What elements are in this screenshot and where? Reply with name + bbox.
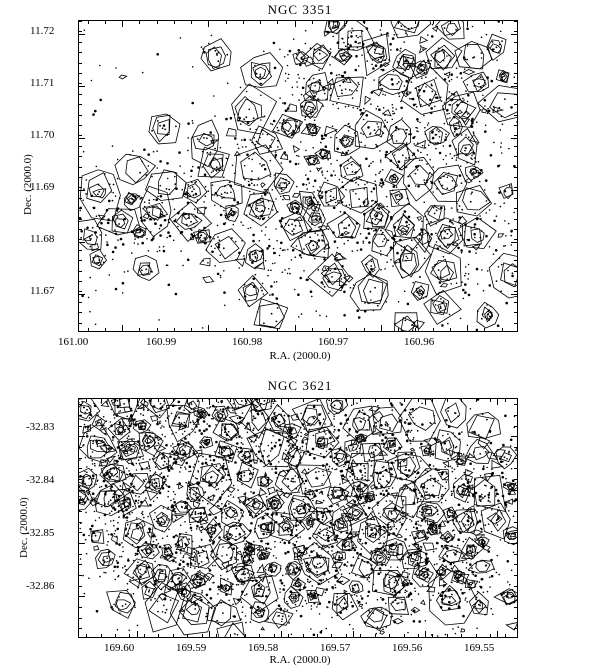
xtick-label: 169.59 xyxy=(176,642,206,654)
x-axis-label-ngc3621: R.A. (2000.0) xyxy=(0,654,600,666)
x-tick-minor xyxy=(245,399,246,402)
x-tick-minor xyxy=(101,634,102,637)
y-tick-minor xyxy=(79,260,82,261)
y-tick-minor xyxy=(514,219,517,220)
x-tick-minor xyxy=(346,21,347,24)
y-tick-minor xyxy=(79,607,82,608)
x-tick-minor xyxy=(432,634,433,637)
x-tick-minor xyxy=(216,399,217,402)
scatter-data-ngc3621 xyxy=(79,399,518,638)
x-tick-minor xyxy=(101,399,102,402)
y-tick xyxy=(79,138,85,139)
x-tick-minor xyxy=(346,634,347,637)
ytick-label: 11.70 xyxy=(30,129,54,141)
y-tick-minor xyxy=(514,271,517,272)
y-tick-minor xyxy=(514,564,517,565)
x-tick xyxy=(353,631,354,637)
y-tick-minor xyxy=(79,208,82,209)
y-tick-minor xyxy=(514,323,517,324)
x-tick-minor xyxy=(173,634,174,637)
x-tick-minor xyxy=(418,399,419,402)
y-tick-minor xyxy=(79,404,82,405)
x-tick-minor xyxy=(86,399,87,402)
y-tick-minor xyxy=(79,586,82,587)
y-tick-minor xyxy=(79,575,82,576)
x-tick-minor xyxy=(174,328,175,331)
plot-area-ngc3621 xyxy=(78,398,518,638)
plot-area-ngc3351 xyxy=(78,20,518,332)
x-tick-minor xyxy=(375,399,376,402)
y-tick xyxy=(79,294,85,295)
x-tick-minor xyxy=(173,399,174,402)
y-tick-minor xyxy=(514,135,517,136)
y-tick-minor xyxy=(79,596,82,597)
chart-title-ngc3621: NGC 3621 xyxy=(0,378,600,394)
y-tick-minor xyxy=(514,239,517,240)
x-tick-minor xyxy=(450,21,451,24)
x-tick-minor xyxy=(216,634,217,637)
chart-title-ngc3351: NGC 3351 xyxy=(0,2,600,18)
x-tick-minor xyxy=(260,21,261,24)
ytick-label: 11.71 xyxy=(30,77,54,89)
x-tick-minor xyxy=(364,328,365,331)
x-tick-minor xyxy=(295,21,296,24)
x-tick-minor xyxy=(360,399,361,402)
x-tick-minor xyxy=(230,634,231,637)
y-tick xyxy=(511,34,517,35)
x-tick xyxy=(425,631,426,637)
x-tick-minor xyxy=(467,21,468,24)
x-tick xyxy=(137,399,138,405)
x-tick-minor xyxy=(312,21,313,24)
y-tick-minor xyxy=(79,21,82,22)
y-tick-minor xyxy=(514,104,517,105)
y-tick-minor xyxy=(79,628,82,629)
y-tick-minor xyxy=(514,146,517,147)
xtick-label: 161.00 xyxy=(58,336,88,348)
x-tick xyxy=(137,631,138,637)
y-tick-minor xyxy=(514,115,517,116)
y-tick-minor xyxy=(514,500,517,501)
y-tick-minor xyxy=(79,94,82,95)
x-tick-minor xyxy=(447,634,448,637)
x-tick-minor xyxy=(317,399,318,402)
y-tick-minor xyxy=(514,177,517,178)
x-tick-minor xyxy=(226,328,227,331)
x-tick-minor xyxy=(404,634,405,637)
x-tick-minor xyxy=(398,21,399,24)
x-tick-minor xyxy=(312,328,313,331)
y-tick-minor xyxy=(79,63,82,64)
y-tick-minor xyxy=(79,436,82,437)
y-tick-minor xyxy=(79,479,82,480)
x-tick-minor xyxy=(375,634,376,637)
y-tick-minor xyxy=(79,302,82,303)
x-tick-minor xyxy=(505,399,506,402)
x-tick-minor xyxy=(86,634,87,637)
x-tick xyxy=(497,399,498,405)
ytick-label: 11.68 xyxy=(30,233,54,245)
x-tick-minor xyxy=(226,21,227,24)
y-tick-minor xyxy=(79,167,82,168)
y-tick xyxy=(79,86,85,87)
y-tick xyxy=(511,242,517,243)
x-tick-minor xyxy=(260,328,261,331)
x-tick xyxy=(281,399,282,405)
y-tick xyxy=(79,34,85,35)
x-tick-minor xyxy=(187,399,188,402)
y-tick-minor xyxy=(514,575,517,576)
y-tick-minor xyxy=(514,479,517,480)
x-tick-minor xyxy=(157,21,158,24)
ytick-label: 11.67 xyxy=(30,285,54,297)
y-tick-minor xyxy=(79,323,82,324)
ytick-label: -32.83 xyxy=(26,421,54,433)
y-tick-minor xyxy=(79,458,82,459)
y-tick-minor xyxy=(514,250,517,251)
y-tick-minor xyxy=(514,447,517,448)
x-tick-minor xyxy=(174,21,175,24)
x-tick-minor xyxy=(295,328,296,331)
x-tick-minor xyxy=(476,399,477,402)
y-tick-minor xyxy=(79,522,82,523)
x-tick xyxy=(209,631,210,637)
y-tick-minor xyxy=(514,586,517,587)
x-tick-minor xyxy=(115,399,116,402)
x-tick-minor xyxy=(415,328,416,331)
y-tick-minor xyxy=(514,83,517,84)
y-tick-minor xyxy=(79,125,82,126)
y-tick-minor xyxy=(514,618,517,619)
xtick-label: 169.57 xyxy=(320,642,350,654)
x-tick-minor xyxy=(129,399,130,402)
x-tick-minor xyxy=(461,399,462,402)
y-tick-minor xyxy=(79,31,82,32)
x-tick-minor xyxy=(329,21,330,24)
y-tick-minor xyxy=(79,271,82,272)
x-tick-minor xyxy=(139,328,140,331)
xtick-label: 160.97 xyxy=(318,336,348,348)
x-tick-minor xyxy=(404,399,405,402)
scatter-data-ngc3351 xyxy=(79,21,518,332)
y-tick-minor xyxy=(514,260,517,261)
y-tick-minor xyxy=(79,500,82,501)
x-tick-minor xyxy=(303,399,304,402)
y-tick-minor xyxy=(514,468,517,469)
x-tick-minor xyxy=(329,328,330,331)
y-tick-minor xyxy=(79,291,82,292)
y-tick-minor xyxy=(514,490,517,491)
x-tick-minor xyxy=(129,634,130,637)
y-tick-minor xyxy=(514,125,517,126)
y-tick-minor xyxy=(514,628,517,629)
x-tick-minor xyxy=(105,328,106,331)
x-tick-minor xyxy=(202,634,203,637)
y-tick-minor xyxy=(514,291,517,292)
x-tick-minor xyxy=(364,21,365,24)
x-tick-minor xyxy=(346,399,347,402)
x-tick-minor xyxy=(502,328,503,331)
y-tick-minor xyxy=(79,468,82,469)
y-tick-minor xyxy=(514,63,517,64)
x-tick-minor xyxy=(144,399,145,402)
x-tick-minor xyxy=(208,21,209,24)
y-tick-minor xyxy=(79,219,82,220)
y-tick-minor xyxy=(79,554,82,555)
x-tick-minor xyxy=(490,399,491,402)
x-tick-minor xyxy=(144,634,145,637)
x-tick-minor xyxy=(418,634,419,637)
x-tick-minor xyxy=(381,328,382,331)
xtick-label: 169.58 xyxy=(248,642,278,654)
x-tick-minor xyxy=(122,21,123,24)
x-tick xyxy=(209,399,210,405)
y-tick-minor xyxy=(79,490,82,491)
x-tick-minor xyxy=(115,634,116,637)
x-tick-minor xyxy=(105,21,106,24)
y-tick-minor xyxy=(79,135,82,136)
y-tick-minor xyxy=(514,426,517,427)
y-tick-minor xyxy=(79,447,82,448)
x-tick-minor xyxy=(415,21,416,24)
y-tick-minor xyxy=(79,187,82,188)
xtick-label: 160.96 xyxy=(404,336,434,348)
x-tick-minor xyxy=(484,328,485,331)
x-tick-minor xyxy=(484,21,485,24)
x-tick-minor xyxy=(274,634,275,637)
y-tick-minor xyxy=(79,511,82,512)
x-tick-minor xyxy=(187,634,188,637)
x-tick-minor xyxy=(191,328,192,331)
x-tick-minor xyxy=(398,328,399,331)
y-tick-minor xyxy=(79,229,82,230)
ytick-label: 11.69 xyxy=(30,181,54,193)
x-tick-minor xyxy=(122,328,123,331)
x-tick-minor xyxy=(303,634,304,637)
y-tick-minor xyxy=(514,31,517,32)
y-tick-minor xyxy=(514,73,517,74)
y-tick-minor xyxy=(79,426,82,427)
y-tick-minor xyxy=(79,146,82,147)
x-tick-minor xyxy=(490,634,491,637)
y-tick-minor xyxy=(79,250,82,251)
y-tick xyxy=(79,242,85,243)
x-tick-minor xyxy=(331,399,332,402)
x-tick-minor xyxy=(447,399,448,402)
x-tick-minor xyxy=(381,21,382,24)
y-tick-minor xyxy=(514,522,517,523)
y-tick-minor xyxy=(514,52,517,53)
y-tick-minor xyxy=(514,607,517,608)
y-tick-minor xyxy=(514,167,517,168)
y-tick xyxy=(79,190,85,191)
y-tick-minor xyxy=(79,543,82,544)
x-tick xyxy=(353,399,354,405)
x-tick-minor xyxy=(389,634,390,637)
y-tick-minor xyxy=(514,156,517,157)
y-tick-minor xyxy=(514,436,517,437)
x-tick-minor xyxy=(288,634,289,637)
chart-panel-ngc3621 xyxy=(0,368,600,664)
x-tick-minor xyxy=(243,328,244,331)
x-tick-minor xyxy=(346,328,347,331)
x-tick-minor xyxy=(158,634,159,637)
x-axis-label-ngc3351: R.A. (2000.0) xyxy=(0,350,600,362)
y-tick-minor xyxy=(514,187,517,188)
x-tick-minor xyxy=(243,21,244,24)
y-tick-minor xyxy=(514,596,517,597)
y-tick-minor xyxy=(514,543,517,544)
y-tick-minor xyxy=(514,511,517,512)
x-tick xyxy=(281,631,282,637)
x-tick-minor xyxy=(288,399,289,402)
y-tick-minor xyxy=(514,458,517,459)
y-tick-minor xyxy=(79,312,82,313)
y-tick-minor xyxy=(79,198,82,199)
y-tick-minor xyxy=(514,554,517,555)
y-tick-minor xyxy=(514,198,517,199)
x-tick-minor xyxy=(259,399,260,402)
x-tick xyxy=(497,631,498,637)
x-tick-minor xyxy=(157,328,158,331)
x-tick-minor xyxy=(450,328,451,331)
x-tick-minor xyxy=(317,634,318,637)
x-tick-minor xyxy=(277,21,278,24)
y-tick xyxy=(511,138,517,139)
y-tick-minor xyxy=(79,239,82,240)
ytick-label: -32.84 xyxy=(26,474,54,486)
x-tick-minor xyxy=(467,328,468,331)
y-tick-minor xyxy=(514,208,517,209)
y-tick-minor xyxy=(79,156,82,157)
y-tick-minor xyxy=(79,618,82,619)
ytick-label: -32.85 xyxy=(26,527,54,539)
y-tick-minor xyxy=(79,42,82,43)
x-tick-minor xyxy=(505,634,506,637)
x-tick-minor xyxy=(433,21,434,24)
x-tick-minor xyxy=(230,399,231,402)
x-tick-minor xyxy=(208,328,209,331)
xtick-label: 169.55 xyxy=(464,642,494,654)
x-tick-minor xyxy=(158,399,159,402)
y-tick-minor xyxy=(79,281,82,282)
x-tick-minor xyxy=(360,634,361,637)
y-tick-minor xyxy=(79,104,82,105)
x-tick xyxy=(425,399,426,405)
y-tick-minor xyxy=(79,52,82,53)
y-tick-minor xyxy=(514,532,517,533)
y-tick-minor xyxy=(79,564,82,565)
y-axis-label-ngc3621: Dec. (2000.0) xyxy=(18,497,30,558)
x-tick-minor xyxy=(461,634,462,637)
x-tick-minor xyxy=(433,328,434,331)
x-tick-minor xyxy=(331,634,332,637)
x-tick-minor xyxy=(432,399,433,402)
x-tick-minor xyxy=(88,328,89,331)
x-tick-minor xyxy=(502,21,503,24)
y-tick-minor xyxy=(514,229,517,230)
x-tick-minor xyxy=(202,399,203,402)
x-tick-minor xyxy=(88,21,89,24)
y-tick xyxy=(511,190,517,191)
x-tick-minor xyxy=(245,634,246,637)
y-tick-minor xyxy=(514,415,517,416)
y-tick-minor xyxy=(79,73,82,74)
y-tick-minor xyxy=(514,302,517,303)
y-tick-minor xyxy=(514,281,517,282)
y-tick-minor xyxy=(514,21,517,22)
y-tick-minor xyxy=(514,42,517,43)
y-tick-minor xyxy=(514,94,517,95)
xtick-label: 160.99 xyxy=(146,336,176,348)
x-tick-minor xyxy=(139,21,140,24)
xtick-label: 169.60 xyxy=(104,642,134,654)
xtick-label: 160.98 xyxy=(232,336,262,348)
y-tick-minor xyxy=(79,83,82,84)
ytick-label: -32.86 xyxy=(26,580,54,592)
x-tick-minor xyxy=(476,634,477,637)
x-tick-minor xyxy=(191,21,192,24)
x-tick-minor xyxy=(277,328,278,331)
y-tick-minor xyxy=(79,177,82,178)
x-tick-minor xyxy=(274,399,275,402)
y-tick-minor xyxy=(79,532,82,533)
y-tick xyxy=(511,294,517,295)
y-tick xyxy=(511,86,517,87)
y-tick-minor xyxy=(79,115,82,116)
x-tick-minor xyxy=(259,634,260,637)
xtick-label: 169.56 xyxy=(392,642,422,654)
y-tick-minor xyxy=(514,404,517,405)
y-axis-label-ngc3351: Dec. (2000.0) xyxy=(22,154,34,215)
ytick-label: 11.72 xyxy=(30,25,54,37)
y-tick-minor xyxy=(79,415,82,416)
x-tick-minor xyxy=(389,399,390,402)
y-tick-minor xyxy=(514,312,517,313)
